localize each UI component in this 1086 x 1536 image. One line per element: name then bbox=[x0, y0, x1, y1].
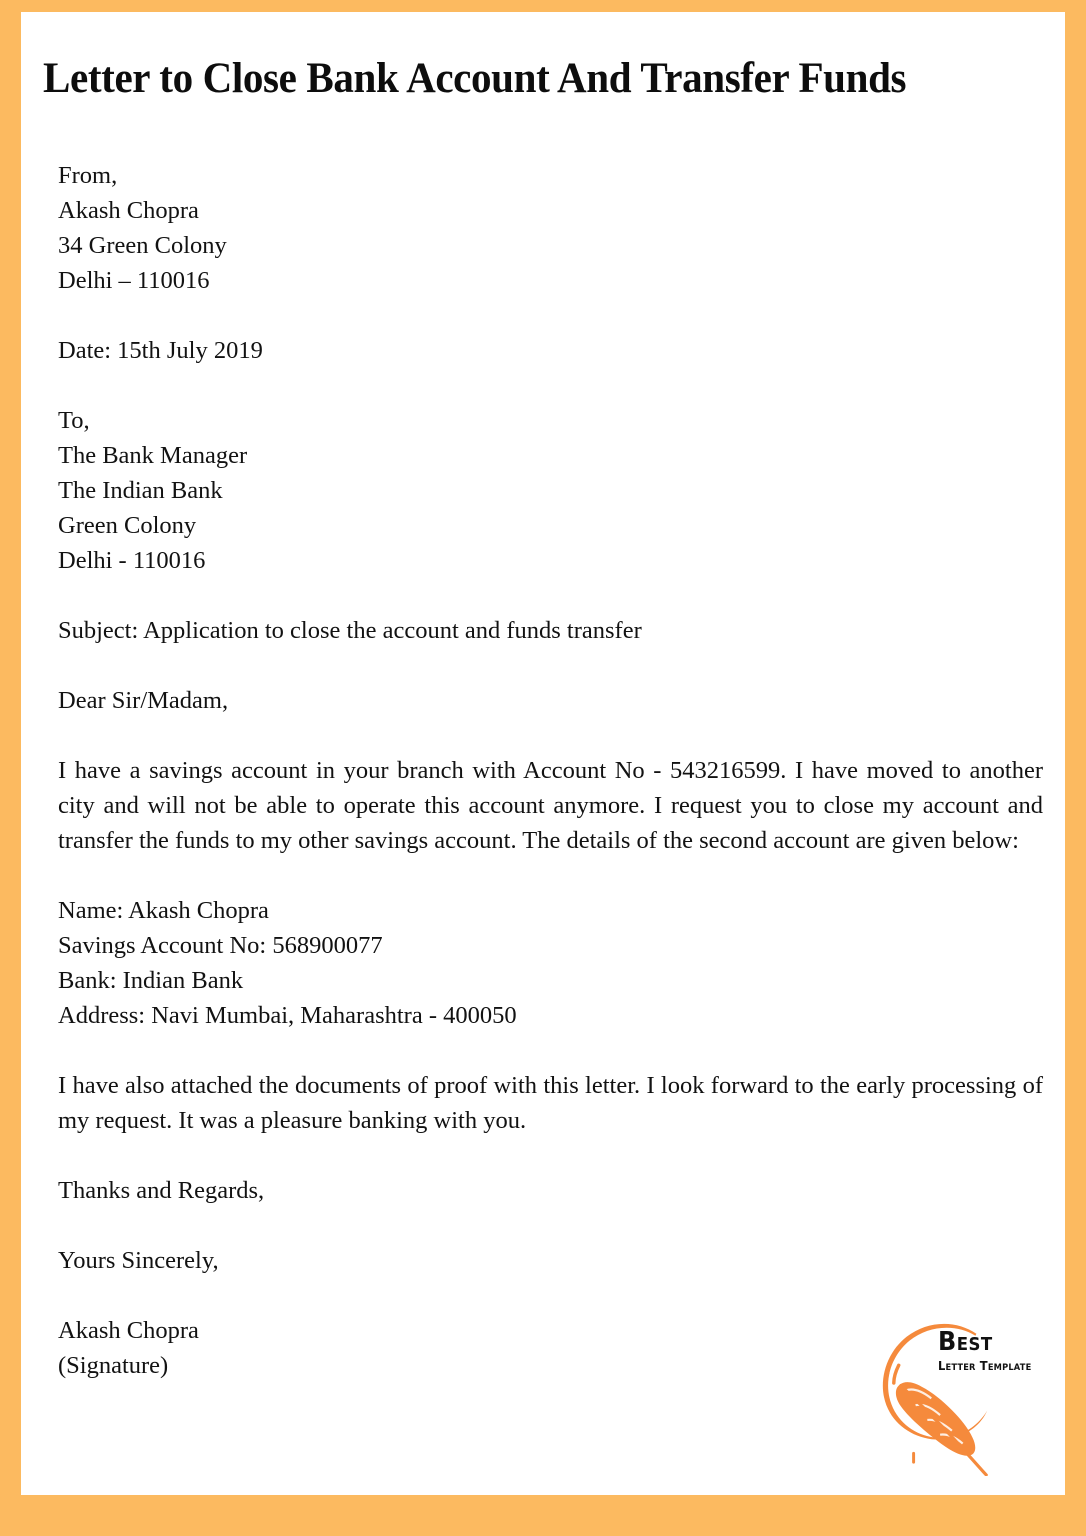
signer-name: Akash Chopra bbox=[58, 1317, 199, 1344]
logo-wordmark bbox=[938, 1328, 1058, 1374]
body-paragraph-1: I have a savings account in your branch with Account No - 543216599. I have moved to another city and will not be able to operate this account anymore. I request you to close my account and transfer the funds to my other savings account. The details of the second account are given below: bbox=[58, 757, 1043, 854]
logo-brand-text: Best bbox=[938, 1327, 993, 1357]
page-title: Letter to Close Bank Account And Transfer Funds bbox=[43, 55, 907, 102]
sincerely-line: Yours Sincerely, bbox=[58, 1247, 219, 1274]
subject-block bbox=[58, 613, 1043, 648]
salutation-line: Dear Sir/Madam, bbox=[58, 687, 229, 714]
thanks-block bbox=[58, 1173, 1043, 1208]
thanks-line: Thanks and Regards, bbox=[58, 1177, 265, 1204]
salutation-block bbox=[58, 683, 1043, 718]
sender-address-block bbox=[58, 158, 1043, 298]
feather-quill-icon bbox=[892, 1358, 1000, 1476]
recipient-to-label: To, bbox=[58, 407, 90, 434]
sender-street: 34 Green Colony bbox=[58, 232, 227, 259]
body-paragraph-2: I have also attached the documents of proof with this letter. I look forward to the early processing of my request. It was a pleasure banking with you. bbox=[58, 1072, 1043, 1134]
letter-body bbox=[58, 158, 1043, 1383]
sender-name: Akash Chopra bbox=[58, 197, 199, 224]
sender-from-label: From, bbox=[58, 162, 118, 189]
recipient-bank: The Indian Bank bbox=[58, 477, 223, 504]
account-detail-address: Address: Navi Mumbai, Maharashtra - 400050 bbox=[58, 1002, 517, 1029]
date-block bbox=[58, 333, 1043, 368]
letter-date: Date: 15th July 2019 bbox=[58, 337, 263, 364]
sender-city-pin: Delhi – 110016 bbox=[58, 267, 210, 294]
account-detail-bank: Bank: Indian Bank bbox=[58, 967, 244, 994]
recipient-city-pin: Delhi - 110016 bbox=[58, 547, 206, 574]
logo-tagline-text: Letter Template bbox=[938, 1358, 1032, 1373]
brand-logo bbox=[880, 1310, 1055, 1495]
account-detail-number: Savings Account No: 568900077 bbox=[58, 932, 383, 959]
recipient-address-block bbox=[58, 403, 1043, 578]
signature-note: (Signature) bbox=[58, 1352, 169, 1379]
recipient-branch: Green Colony bbox=[58, 512, 197, 539]
letter-sheet bbox=[21, 12, 1065, 1495]
account-details-block bbox=[58, 893, 1043, 1033]
subject-line: Subject: Application to close the account and funds transfer bbox=[58, 617, 642, 644]
sincerely-block bbox=[58, 1243, 1043, 1278]
recipient-designation: The Bank Manager bbox=[58, 442, 248, 469]
account-detail-name: Name: Akash Chopra bbox=[58, 897, 269, 924]
